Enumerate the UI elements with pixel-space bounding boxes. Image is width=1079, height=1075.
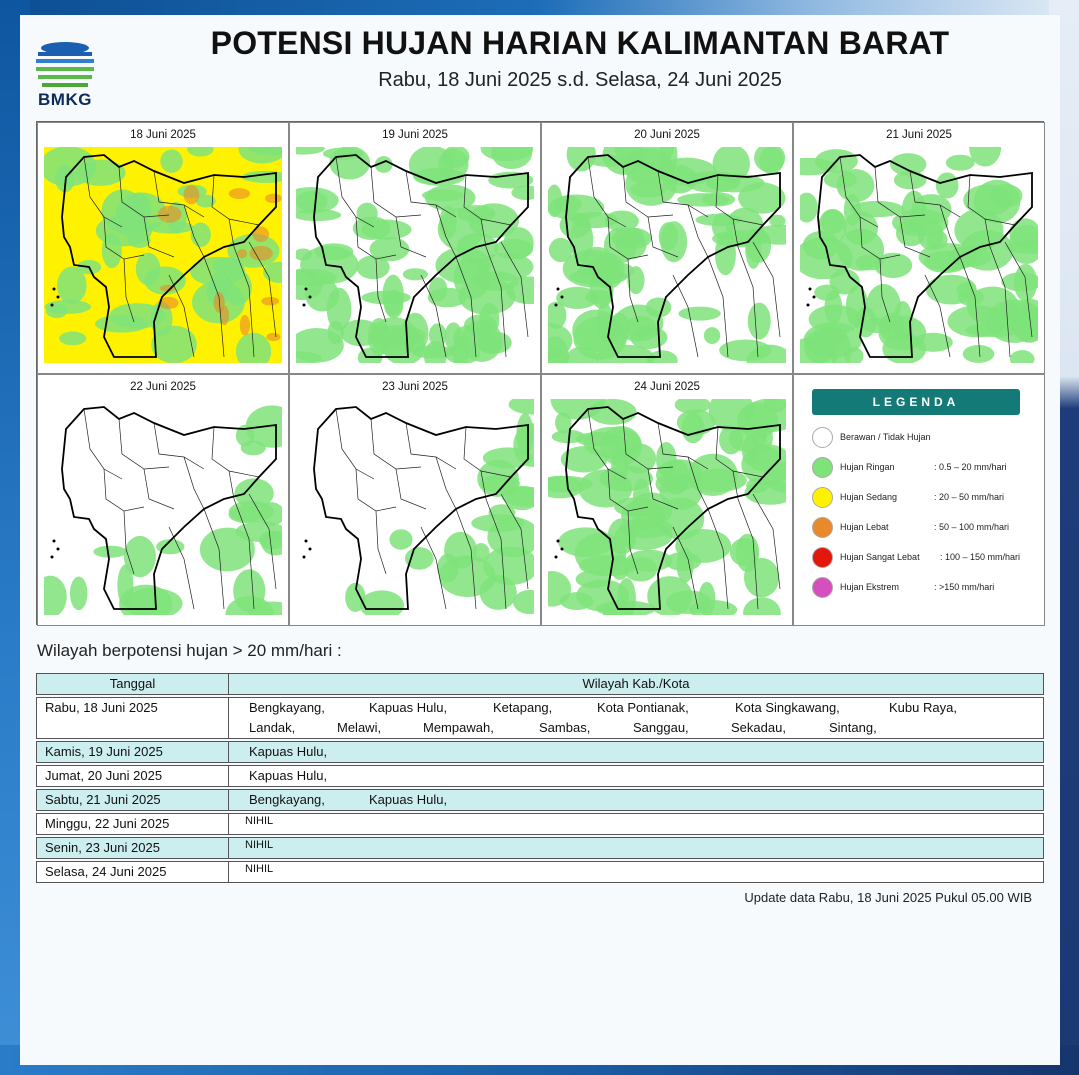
rain-area [327,288,352,331]
region-name: NIHIL [245,839,274,851]
island-marker [51,304,54,307]
legend-swatch [812,547,833,568]
table-cell-regions [228,765,1044,787]
rain-area [389,529,412,549]
legend-item [812,487,1042,509]
legend-swatch [812,577,833,598]
map-panel [289,122,541,374]
region-name: Sambas, [539,720,591,735]
rain-area [575,533,627,574]
island-marker [53,288,56,291]
rain-area [428,288,467,308]
rain-area [75,160,125,186]
rainfall-map [44,399,282,615]
map-panel [289,374,541,626]
legend-label: Hujan Sedang [840,492,898,502]
rain-area [57,266,87,304]
rain-area [803,231,840,260]
rain-area [370,237,410,261]
rain-area-heavy [249,246,272,261]
island-marker [807,304,810,307]
legend-label: Berawan / Tidak Hujan [840,432,931,442]
legend-range: : >150 mm/hari [934,582,995,592]
rain-area-heavy [261,297,279,306]
rain-area [425,184,476,211]
rain-area [747,445,780,471]
region-name: Sekadau, [731,720,786,735]
rain-area [516,413,533,455]
table-header-date: Tanggal [36,673,229,695]
rain-area [160,150,182,173]
rain-area [614,497,657,516]
rain-area [963,345,995,363]
rain-area [494,239,533,260]
table-cell-date: Minggu, 22 Juni 2025 [36,813,229,835]
rain-area [560,592,593,610]
map-date: 21 Juni 2025 [886,129,952,141]
map-date: 22 Juni 2025 [130,381,196,393]
table-cell-regions [228,789,1044,811]
rain-area [560,212,591,238]
island-marker [303,556,306,559]
legend-item [812,577,1042,599]
rain-area [659,222,678,250]
legend-range: : 50 – 100 mm/hari [934,522,1010,532]
rain-area [453,325,483,350]
rain-area [361,220,411,240]
island-marker [557,288,560,291]
rainfall-map [548,147,786,363]
region-name: Ketapang, [493,700,553,715]
island-marker [557,540,560,543]
rain-area [704,327,720,344]
island-marker [309,548,312,551]
table-cell-regions [228,861,1044,883]
rain-area [147,221,194,234]
rain-area [624,557,658,581]
table-cell-date: Sabtu, 21 Juni 2025 [36,789,229,811]
legend-swatch [812,487,833,508]
rain-area [615,231,646,259]
table-row [36,697,1044,739]
page-subtitle: Rabu, 18 Juni 2025 s.d. Selasa, 24 Juni 2025 [378,69,782,91]
legend-swatch [812,517,833,538]
map-grid [36,121,1044,625]
island-marker [51,556,54,559]
rain-area [323,148,363,160]
map-panel [541,122,793,374]
map-date: 20 Juni 2025 [634,129,700,141]
rain-area [585,290,612,305]
rain-area [946,155,975,171]
rain-area [136,253,161,285]
rain-area-heavy [265,194,282,203]
region-name: NIHIL [245,815,274,827]
rain-area [963,184,1012,215]
update-timestamp: Update data Rabu, 18 Juni 2025 Pukul 05.00 WIB [744,890,1032,905]
rain-area [701,192,735,206]
rain-area [926,275,977,305]
table-row [36,789,1044,811]
legend-panel [793,374,1045,626]
rain-area [114,208,144,237]
legend-label: Hujan Ringan [840,462,895,472]
rain-area [361,291,410,305]
island-marker [809,288,812,291]
region-name: Kubu Raya, [889,700,957,715]
rain-area [814,285,840,301]
rain-area [677,409,715,435]
island-marker [57,548,60,551]
region-name: Kapuas Hulu, [369,700,448,715]
legend-label: Hujan Sangat Lebat [840,552,920,562]
region-name: Landak, [249,720,296,735]
rain-area [488,172,533,189]
map-panel [37,122,289,374]
rain-area [844,194,861,226]
rain-area [212,257,242,274]
logo-text: BMKG [38,90,92,109]
legend-swatch [812,427,833,448]
rain-area [314,243,353,260]
rain-area [370,317,418,355]
rain-area [879,316,927,351]
table-cell-regions [228,741,1044,763]
legend-range: : 0.5 – 20 mm/hari [934,462,1007,472]
map-panel [793,122,1045,374]
rainfall-map [548,399,786,615]
island-marker [57,296,60,299]
table-cell-date: Rabu, 18 Juni 2025 [36,697,229,739]
table-cell-regions [228,697,1044,739]
rain-area [429,323,447,347]
region-name: Sintang, [829,720,877,735]
rain-area-heavy [158,206,182,223]
table-header-row [36,673,1044,695]
rain-area [936,172,959,198]
legend-item [812,547,1042,569]
rain-area [748,303,771,340]
rain-area [576,432,622,447]
legend-range: : 100 – 150 mm/hari [940,552,1021,562]
rain-area [678,307,720,321]
region-name: Melawi, [337,720,382,735]
table-row [36,837,1044,859]
region-name: Kota Singkawang, [735,700,840,715]
table-row [36,741,1044,763]
map-date: 24 Juni 2025 [634,381,700,393]
island-marker [555,556,558,559]
table-row [36,813,1044,835]
section-label: Wilayah berpotensi hujan > 20 mm/hari : [37,641,342,660]
island-marker [555,304,558,307]
island-marker [305,540,308,543]
legend-title: LEGENDA [812,389,1020,415]
region-name: Sanggau, [633,720,689,735]
island-marker [561,296,564,299]
map-date: 18 Juni 2025 [130,129,196,141]
map-panel [37,374,289,626]
rain-area [93,546,127,558]
rain-area [630,326,668,349]
rainfall-map [800,147,1038,363]
map-date: 23 Juni 2025 [382,381,448,393]
island-marker [303,304,306,307]
rain-area-heavy [266,333,280,341]
rain-area-heavy [237,249,247,258]
table-row [36,861,1044,883]
rain-area [965,323,1023,337]
rain-area [46,304,68,318]
region-name: Mempawah, [423,720,494,735]
rainfall-map [44,147,282,363]
table-cell-date: Jumat, 20 Juni 2025 [36,765,229,787]
rain-area [233,569,265,612]
legend-item [812,457,1042,479]
rain-area [726,208,764,246]
rainfall-map [296,399,534,615]
rain-area [95,315,148,333]
island-marker [53,540,56,543]
legend-range: : 20 – 50 mm/hari [934,492,1005,502]
region-name: NIHIL [245,863,274,875]
forecast-card [20,15,1060,1065]
table-cell-regions [228,813,1044,835]
rain-area [403,268,428,280]
rain-area [656,459,703,490]
map-date: 19 Juni 2025 [382,129,448,141]
island-marker [305,288,308,291]
rain-area [824,171,857,189]
rain-area [479,303,499,337]
table-header-region: Wilayah Kab./Kota [228,673,1044,695]
region-name: Kapuas Hulu, [249,744,328,759]
legend-label: Hujan Ekstrem [840,582,900,592]
rain-area [563,250,620,287]
rain-area-heavy [184,185,200,204]
table-cell-date: Senin, 23 Juni 2025 [36,837,229,859]
rain-area [117,565,133,607]
map-panel [541,374,793,626]
island-marker [309,296,312,299]
table-cell-regions [228,837,1044,859]
table-cell-date: Kamis, 19 Juni 2025 [36,741,229,763]
legend-swatch [812,457,833,478]
table-cell-date: Selasa, 24 Juni 2025 [36,861,229,883]
rain-area [437,554,458,583]
island-marker [813,296,816,299]
rainfall-map [296,147,534,363]
table-row [36,765,1044,787]
region-name: Bengkayang, [249,700,325,715]
rain-area [59,332,86,346]
island-marker [561,548,564,551]
legend-item [812,427,1042,449]
rain-area-heavy [229,188,250,199]
region-name: Kapuas Hulu, [369,792,448,807]
legend-item [812,517,1042,539]
rain-area-heavy [240,315,250,335]
region-name: Kapuas Hulu, [249,768,328,783]
page-title: POTENSI HUJAN HARIAN KALIMANTAN BARAT [210,25,950,61]
legend-label: Hujan Lebat [840,522,889,532]
rain-area [70,576,88,610]
region-name: Bengkayang, [249,792,325,807]
rain-area [926,230,947,250]
region-name: Kota Pontianak, [597,700,689,715]
